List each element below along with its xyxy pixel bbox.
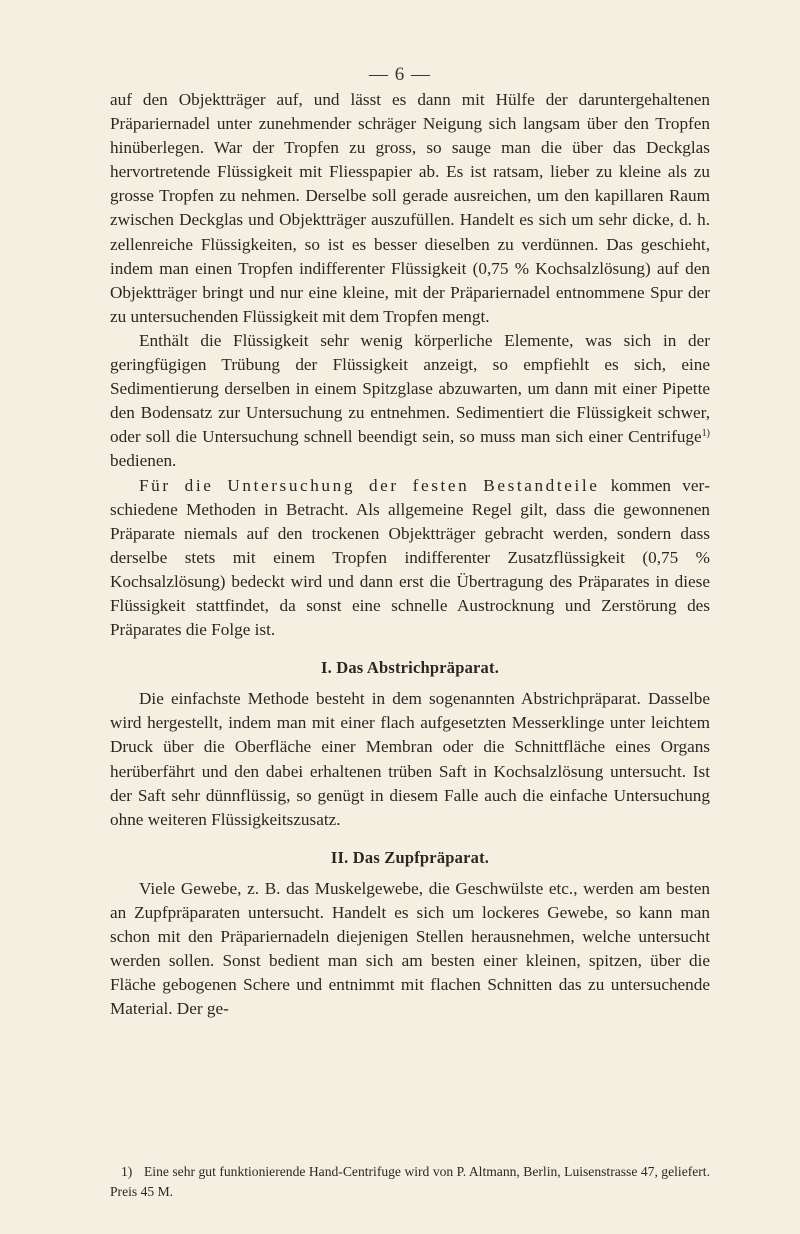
paragraph <box>110 329 710 474</box>
paragraph <box>110 474 710 643</box>
emphasized-phrase: Für die Untersuchung der festen Bestandteile <box>139 475 600 495</box>
paragraph-text: bedienen. <box>110 451 177 471</box>
section-heading: I. Das Abstrichpräparat. <box>320 658 500 678</box>
paragraph: Die einfachste Methode besteht in dem sogenannten Abstrichpräparat. Dasselbe wird hergestellt, indem man mit einer flach aufgesetzten Messerklinge unter leichtem Druck über die Oberfläche einer Membran oder die Schnittfläche eines Organs herüberfährt und den dabei erhaltenen trüben Saft in Kochsalzlösung untersucht. Ist der Saft sehr dünnflüssig, so genügt in diesem Falle auch die einfache Untersuchung ohne weiteren Flüssigkeitszusatz. <box>110 689 710 829</box>
body-text <box>110 88 710 1021</box>
footnote <box>110 1162 710 1202</box>
paragraph: Viele Gewebe, z. B. das Muskelgewebe, die Geschwülste etc., werden am besten an Zupfpräparaten untersucht. Handelt es sich um lockeres Gewebe, so kann man schon mit den Präpariernadeln diejenigen Stellen herausnehmen, welche untersucht werden sollen. Sonst bedient man sich am besten einer kleinen, spitzen, über die Fläche gebogenen Schere und entnimmt mit flachen Schnitten das zu untersuchende Material. Der ge- <box>110 878 710 1019</box>
footnote-reference: 1) <box>701 428 710 440</box>
paragraph: auf den Objektträger auf, und lässt es dann mit Hülfe der daruntergehaltenen Präpariernadel unter zunehmender schräger Neigung sich langsam über den Tropfen hinüberlegen. War der Tropfen zu gross, so sauge man die über das Deckglas hervortretende Flüssigkeit mit Fliesspapier ab. Es ist ratsam, lieber zu kleine als zu grosse Tropfen zu nehmen. Derselbe soll gerade ausreichen, um den kapillaren Raum zwischen Deckglas und Objektträger auszufüllen. Handelt es sich um sehr dicke, d. h. zellenreiche Flüssigkeiten, so ist es besser dieselben zu verdünnen. Das geschieht, indem man einen Tropfen indifferenter Flüssigkeit (0,75 % Kochsalzlösung) auf den Objektträger bringt und nur eine kleine, mit der Präpariernadel entnommene Spur der zu untersuchenden Flüssigkeit mit dem Tropfen mengt. <box>110 90 710 326</box>
footnote-marker: 1) <box>121 1164 133 1179</box>
section-heading: II. Das Zupfpräparat. <box>330 847 490 867</box>
paragraph-text: Enthält die Flüssigkeit sehr wenig körperliche Elemente, was sich in der geringfügigen Trübung der Flüssigkeit anzeigt, so empfiehlt es sich, eine Sedimentierung derselben in einem Spitzglase abzuwarten, um dann mit einer Pipette den Bodensatz zur Untersuchung zu entnehmen. Sedimentiert die Flüssigkeit schwer, oder soll die Untersuchung schnell beendigt sein, so muss man sich einer Centrifuge <box>110 330 710 447</box>
footnote-text: Eine sehr gut funktionierende Hand-Centrifuge wird von P. Altmann, Berlin, Luisenstrasse 47, geliefert. Preis 45 M. <box>110 1164 710 1199</box>
paragraph-text: kommen verschiedene Methoden in Betracht. Als allgemeine Regel gilt, dass die gewonnenen Präparate niemals auf den trockenen Objektträger gebracht werden, sondern dass derselbe stets mit einem Tropfen indifferenter Zusatzflüssigkeit (0,75 % Kochsalzlösung) bedeckt wird und dann erst die Übertragung des Präparates in diese Flüssigkeit stattfindet, da sonst eine schnelle Austrocknung und Zerstörung des Präparates die Folge ist. <box>110 475 710 640</box>
page-number: — 6 — <box>369 64 431 85</box>
